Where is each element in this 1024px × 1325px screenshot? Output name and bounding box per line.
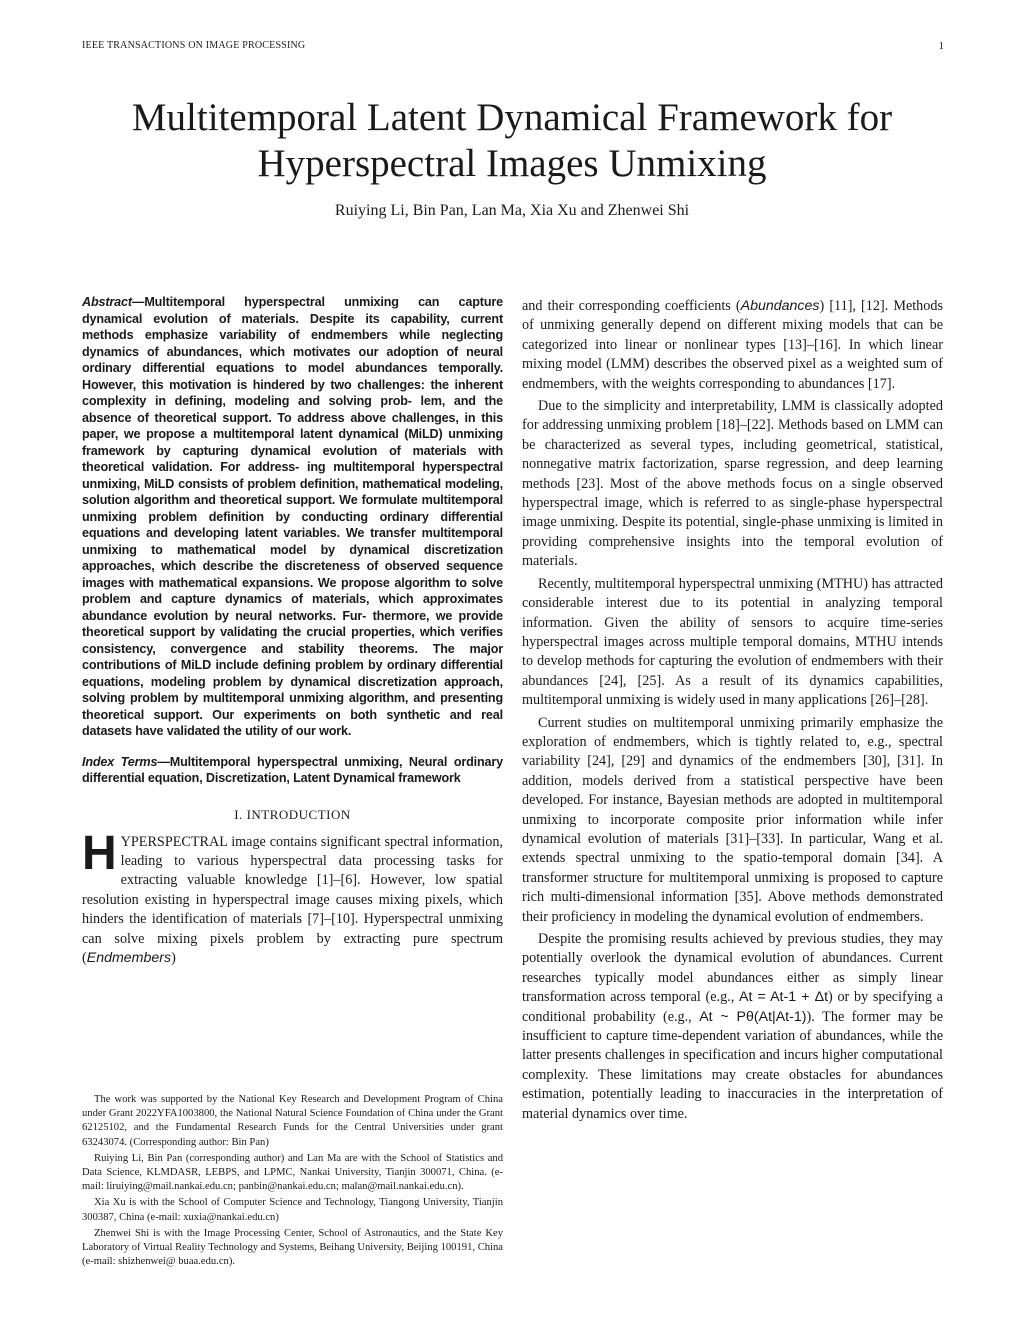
paragraph-lmm: Due to the simplicity and interpretability, LMM is classically adopted for addressing unmixing problem [18]–[22]. Methods based on LMM can be characterized as several types, including geometrical, statistical, nonnegative matrix factorization, sparse regression, and deep learning methods [23]. Most of the above methods focus on a single observed hyperspectral image, which is referred to as single-phase hyperspectral image unmixing. Despite its potential, single-phase unmixing is limited in providing comprehensive insights into the temporal evolution of materials. — [522, 398, 943, 570]
footnote-affiliation-2: Xia Xu is with the School of Computer Science and Technology, Tiangong University, Tianjin 300387, China (e-mail: xuxia@nankai.edu.cn) — [82, 1197, 503, 1223]
footnote-funding: The work was supported by the National Key Research and Development Program of China under Grant 2022YFA1003800, the National Natural Science Foundation of China under the Grant 62125102, and the Fundamental Research Funds for the Central Universities under grant 63243074. (Corresponding author: Bin Pan) — [82, 1094, 503, 1148]
introduction-body — [82, 826, 503, 969]
right-column — [522, 297, 943, 1124]
footnote-affiliation-3: Zhenwei Shi is with the Image Processing Center, School of Astronautics, and the State Key Laboratory of Virtual Reality Technology and Systems, Beihang University, Beijing 100191, China (e-mail: shizhenwei@ buaa.edu.cn). — [82, 1227, 503, 1268]
intro-text-tail: ) — [171, 949, 176, 966]
index-terms — [82, 754, 503, 787]
paragraph-current-studies: Current studies on multitemporal unmixing primarily emphasize the exploration of endmembers, which is tightly related to, e.g., spectral variability [24], [29] and dynamics of the endmembers [30], [31]. In addition, models derived from a statistical perspective have been developed. For instance, Bayesian methods are adopted in multitemporal unmixing to incorporate composite prior information while infer dynamical evolution of materials [31]–[33]. In particular, Wang et al. extends spectral unmixing to the spatio-temporal domain [34]. A transformer structure for multitemporal unmixing is proposed to capture rich multi-dimensional information [35]. Above methods demonstrated their proficiency in modeling the dynamical evolution of endmembers. — [522, 714, 943, 925]
abstract — [82, 294, 503, 740]
equation-linear: At = At-1 + Δt — [738, 989, 829, 1006]
paragraph-continuation — [522, 297, 943, 394]
paragraph-mthu: Recently, multitemporal hyperspectral unmixing (MTHU) has attracted considerable interest due to its potential in analyzing temporal information. Given the ability of sensors to acquire time-series hyperspectral images across multiple temporal domains, MTHU intends to develop methods for capturing the evolution of endmembers with their abundances [24], [25]. As a result of its dynamics capabilities, multitemporal unmixing is widely used in many applications [26]–[28]. — [522, 575, 943, 709]
intro-paragraph — [82, 826, 503, 969]
author-list: Ruiying Li, Bin Pan, Lan Ma, Xia Xu and Zhenwei Shi — [334, 202, 690, 219]
section-number: I. — [234, 806, 243, 822]
footnote-affiliation-1: Ruiying Li, Bin Pan (corresponding author) and Lan Ma are with the School of Statistics and Data Science, KLMDASR, LEBPS, and LPMC, Nankai University, Tianjin 300071, China. (e-mail: liruiying@mail.nankai.edu.cn; panbin@nankai.edu.cn; malan@mail.nankai.edu.cn). — [82, 1152, 503, 1193]
footnotes — [82, 1093, 503, 1271]
index-terms-text: —Multitemporal hyperspectral unmixing, Neural ordinary differential equation, Discretization, Latent Dynamical framework — [82, 754, 504, 785]
text-run: ) or by specifying a conditional probability (e.g., — [522, 989, 943, 1025]
abstract-lead: Abstract — [82, 295, 132, 309]
drop-cap: H — [82, 826, 117, 880]
paper-title: Multitemporal Latent Dynamical Framework for Hyperspectral Images Unmixing — [131, 96, 893, 185]
abundances-term: Abundances — [740, 298, 820, 314]
intro-text: YPERSPECTRAL image contains significant spectral information, leading to various hyperspectral data processing tasks for extracting valuable knowledge [1]–[6]. However, low spatial resolution existing in hyperspectral image causes mixing pixels, which hinders the identification of materials [7]–[10]. Hyperspectral unmixing can solve mixing pixels problem by extracting pure spectrum ( — [82, 833, 503, 966]
index-terms-lead: Index Terms — [82, 754, 158, 769]
endmembers-term: Endmembers — [86, 949, 172, 966]
text-run: Despite the promising results achieved by previous studies, they may potentially overlook the dynamical evolution of abundances. Current researches typically model abundances either as simply linear transformation across temporal (e.g., — [522, 931, 943, 1006]
equation-conditional: At ~ Pθ(At|At-1) — [699, 1008, 807, 1025]
page-number: 1 — [938, 40, 944, 52]
section-title: INTRODUCTION — [246, 806, 351, 822]
text-run: ) [11], [12]. Methods of unmixing generally depend on different mixing models that can be categorized into linear or nonlinear types [13]–[16]. In which linear mixing model (LMM) describes the observed pixel as a weighted sum of endmembers, with the weights corresponding to abundances [17]. — [522, 298, 943, 392]
section-heading — [82, 807, 503, 823]
running-header: IEEE TRANSACTIONS ON IMAGE PROCESSING — [82, 40, 306, 51]
text-run: ). The former may be insufficient to capture time-dependent variation of abundances, while the latter presents challenges in specification and incurs higher computational complexity. These limitations may create obstacles for abundances estimation, potentially leading to inaccuracies in the interpretation of material dynamics over time. — [522, 1008, 943, 1122]
left-column — [82, 294, 503, 968]
text-run: and their corresponding coefficients ( — [522, 298, 741, 314]
abstract-text: —Multitemporal hyperspectral unmixing can capture dynamical evolution of materials. Despite its capability, current methods emphasize variability of endmembers while neglecting dynamics of abundances, which motivates our adoption of neural ordinary differential equations to model abundances temporally. However, this motivation is hindered by two challenges: the inherent complexity in defining, modeling and solving prob- lem, and the absence of theoretical support. To address above challenges, in this paper, we propose a multitemporal latent dynamical (MiLD) unmixing framework by capturing dynamical evolution of materials with theoretical validation. For address- ing multitemporal hyperspectral unmixing, MiLD consists of problem definition, mathematical modeling, solution algorithm and theoretical support. We formulate multitemporal unmixing problem definition by conducting ordinary differential equations and developing latent variables. We transfer multitemporal unmixing to mathematical model by dynamical discretization approaches, which describe the discreteness of observed sequence images with mathematical expansions. We propose algorithm to solve problem and capture dynamics of materials, which approximates abundance evolution by neural networks. Fur- thermore, we provide theoretical support by validating the crucial properties, which verifies consistency, convergence and stability theorems. The major contributions of MiLD include defining problem by ordinary differential equations, modeling problem by dynamical discretization approach, solving problem by multitemporal unmixing algorithm, and presenting theoretical support. Our experiments on both synthetic and real datasets have validated the utility of our work. — [82, 295, 503, 738]
paragraph-limitations — [522, 930, 943, 1124]
